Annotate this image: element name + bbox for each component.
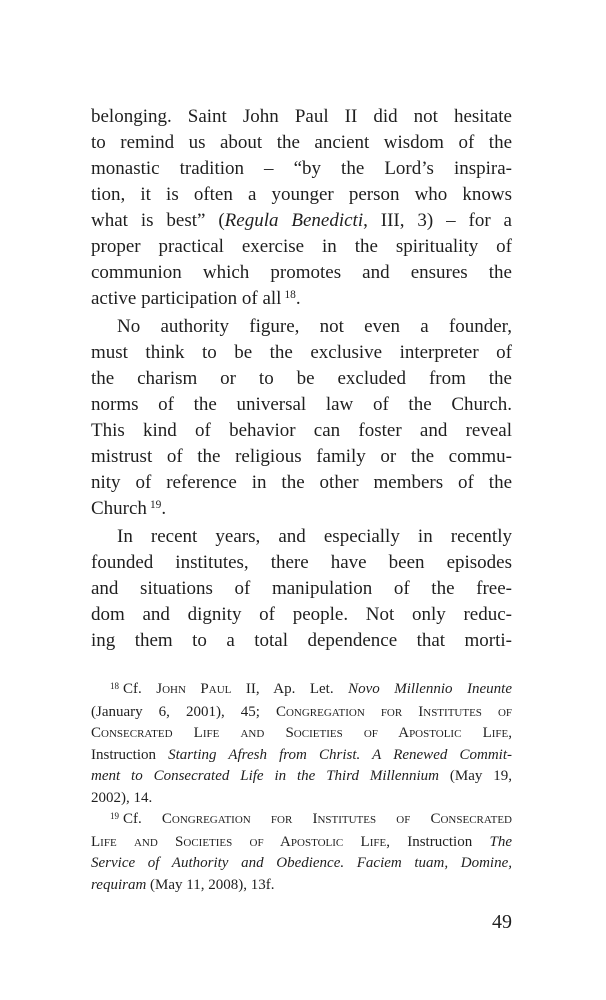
text-segment: communion which promotes and ensures the (91, 262, 512, 283)
footnote-reference: 19 (110, 810, 119, 821)
smallcaps-text: Consecrated Life and Societies of Apostolic Life (91, 725, 509, 741)
text-line (91, 602, 512, 628)
paragraph (91, 314, 512, 524)
text-segment: (May 11, 2008), 13f. (146, 876, 275, 893)
footnote-reference: 18 (284, 289, 296, 302)
text-segment: , Ap. Let. (255, 681, 349, 697)
text-segment: must think to be the exclusive interpreter of (91, 342, 512, 363)
text-line (91, 679, 512, 702)
text-segment: dom and dignity of people. Not only reduc- (91, 604, 512, 625)
italic-text: Service of Authority and Obedience. Faciem tuam, Domine, (91, 855, 512, 871)
text-segment: Instruction (91, 746, 169, 763)
text-segment: , Instruction (386, 833, 490, 850)
text-segment: to remind us about the ancient wisdom of the (91, 132, 512, 153)
page-number: 49 (492, 911, 512, 933)
text-line (91, 766, 512, 788)
paragraph (91, 104, 512, 314)
smallcaps-text: Life and Societies of Apostolic Life (91, 833, 387, 850)
text-segment: (January 6, 2001), 45; (91, 703, 276, 720)
text-line (91, 702, 512, 724)
footnote-reference: 18 (110, 680, 119, 691)
footnotes (91, 679, 512, 896)
text-line (91, 366, 512, 392)
text-segment: founded institutes, there have been episodes (91, 552, 512, 573)
text-line (91, 156, 512, 182)
text-segment: what is best” ( (91, 210, 225, 231)
text-segment: , III, 3) – for a (363, 210, 512, 231)
text-line (91, 550, 512, 576)
text-segment: nity of reference in the other members of the (91, 472, 512, 493)
text-line (91, 392, 512, 418)
text-segment: (May 19, (439, 768, 512, 784)
text-segment: Cf. (123, 811, 162, 827)
italic-text: ment to Consecrated Life in the Third Millennium (91, 768, 440, 784)
text-segment: Church (91, 498, 147, 519)
italic-text: Regula Benedicti (224, 210, 364, 231)
text-segment: mistrust of the religious family or the commu- (91, 446, 512, 467)
italic-text: Novo Millennio Ineunte (348, 681, 513, 697)
text-segment: proper practical exercise in the spirituality of (91, 236, 512, 257)
text-line (91, 745, 512, 767)
smallcaps-text: John Paul II (156, 681, 256, 697)
text-line (91, 524, 512, 550)
text-segment: and situations of manipulation of the free- (91, 578, 512, 599)
text-segment: tion, it is often a younger person who knows (91, 184, 512, 205)
text-line (91, 286, 512, 314)
text-line (91, 260, 512, 286)
text-segment: norms of the universal law of the Church. (91, 394, 512, 415)
text-segment: . (161, 498, 167, 519)
text-line (91, 182, 512, 208)
text-segment: This kind of behavior can foster and reveal (91, 420, 512, 441)
text-line (91, 875, 512, 897)
text-segment: . (295, 288, 301, 309)
italic-text: Starting Afresh from Christ. A Renewed Commit- (168, 746, 512, 763)
smallcaps-text: Congregation for Institutes of (275, 703, 513, 720)
italic-text: The (489, 833, 512, 850)
text-segment: ing them to a total dependence that morti- (91, 630, 512, 651)
text-line (91, 234, 512, 260)
text-line (91, 444, 512, 470)
text-segment: monastic tradition – “by the Lord’s inspira- (91, 158, 512, 179)
text-line (91, 723, 512, 745)
text-line (91, 628, 512, 654)
text-line (91, 496, 512, 524)
text-segment: , (508, 725, 512, 741)
text-segment: 2002), 14. (91, 789, 153, 806)
italic-text: requiram (91, 876, 147, 893)
text-segment: the charism or to be excluded from the (91, 368, 512, 389)
text-segment: In recent years, and especially in recently (117, 526, 512, 547)
text-line (91, 208, 512, 234)
body-text (91, 104, 512, 654)
text-line (91, 314, 512, 340)
text-line (91, 853, 512, 875)
text-line (91, 340, 512, 366)
text-line (91, 576, 512, 602)
text-line (91, 418, 512, 444)
text-line (91, 104, 512, 130)
footnote-19 (91, 809, 512, 896)
paragraph (91, 524, 512, 654)
text-line (91, 788, 512, 810)
text-block (91, 104, 512, 933)
footnote-18 (91, 679, 512, 809)
text-line (91, 809, 512, 832)
text-segment: Cf. (123, 681, 157, 697)
smallcaps-text: Congregation for Institutes of Consecrated (161, 811, 512, 827)
footnote-reference: 19 (149, 499, 162, 512)
text-segment: belonging. Saint John Paul II did not hesitate (91, 106, 512, 127)
text-segment: active participation of all (91, 288, 282, 309)
text-line (91, 832, 512, 854)
text-segment: No authority figure, not even a founder, (117, 316, 512, 337)
text-line (91, 130, 512, 156)
text-line (91, 470, 512, 496)
